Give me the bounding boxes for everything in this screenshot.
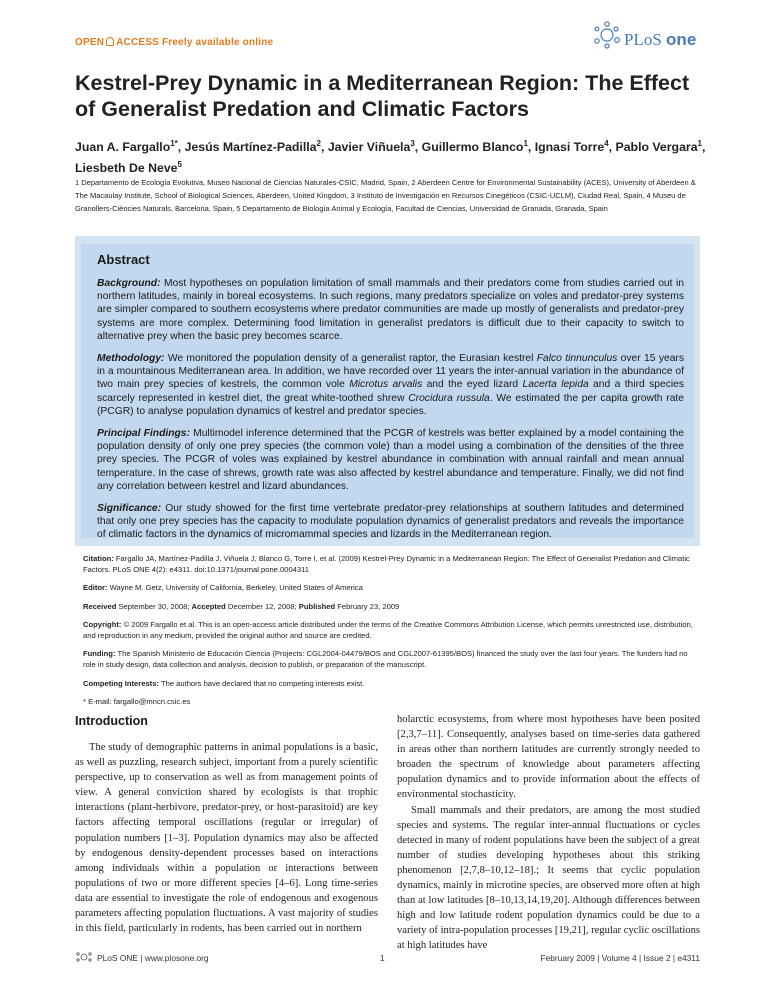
editor: Editor: Wayne M. Getz, University of California, Berkeley, United States of America (83, 583, 363, 593)
corresponding-email[interactable]: * E-mail: fargallo@mncn.csic.es (83, 696, 191, 706)
author: Pablo Vergara$^1$ (615, 139, 702, 155)
abstract-background: Background: Most hypotheses on population limitation of small mammals and their predators come from studies carried out in northern latitudes, mainly in boreal ecosystems. In such regions, many predators specialize on voles and predator-prey systems are simpler compared to southern ecosystems where predator communities are made up mostly of generalists and predator-prey systems are more complex. Determining food limitation in generalist predators is difficult due to their capacity to switch to alternative prey when the basic prey becomes scarce. (97, 278, 684, 342)
author: Guillermo Blanco$^1$ (421, 139, 528, 155)
footer-journal: PLoS ONE | www.plosone.org (75, 951, 209, 963)
copyright: Copyright: © 2009 Fargallo et al. This is an open-access article distributed under the terms of the Creative Commons Attribution License, which permits unrestricted use, distribution, and reproduction in any medium, provided the original author and source are credited. (83, 619, 693, 641)
abstract-significance: Significance: Our study showed for the first time vertebrate predator-prey relationships at southern latitudes and determined that only one prey species has the capacity to modulate population dynamics of generalist predators and reveals the importance of climatic factors in the dynamics of micromammal species and lizards in the Mediterranean region. (97, 503, 684, 541)
body-column-right (397, 712, 700, 954)
citation: Citation: Fargallo JA, Martínez-Padilla J, Viñuela J, Blanco G, Torre I, et al. (2009) Kestrel-Prey Dynamic in a Mediterranean Region: The Effect of Generalist Predation and Climatic Factors. PLoS ONE 4(2): e4311. doi:10.1371/journal.pone.0004311 (83, 554, 690, 575)
intro-paragraph: The study of demographic patterns in animal populations is a basic, as well as puzzling, research subject, important from a purely scientific perspective, up to conservation as well as from management points of view. A general conviction shared by ecologists is that trophic interactions (plant-herbivore, predator-prey, or host-parasitoid) are key factors affecting temporal oscillations (regular or irregular) of population numbers [1–3]. Population dynamics may also be affected by endogenous density-dependent processes based on interactions among individuals within a population or interactions between populations of two or more different species [4–6]. Long time-series data are essential to investigate the role of endogenous and exogenous parameters affecting population fluctuations. A vast majority of studies in this field, particularly in rodents, has been carried out in northern (75, 742, 378, 935)
freely-available-label: Freely available online (162, 37, 274, 48)
author: Liesbeth De Neve$^5$ (75, 160, 182, 176)
introduction-heading: Introduction (75, 714, 148, 728)
intro-paragraph: holarctic ecosystems, from where most hypotheses have been posited [2,3,7–11]. Consequently, analyses based on time-series data gathered in areas other than northern latitudes are currently strongly needed to broaden the spectrum of knowledge about parameters affecting population dynamics and to provide information about the effects of environmental stochasticity. (397, 714, 700, 801)
plos-mini-icon (75, 951, 93, 963)
author: Ignasi Torre$^4$ (534, 139, 609, 155)
access-label: ACCESS (116, 37, 160, 48)
paper-title: Kestrel-Prey Dynamic in a Mediterranean Region: The Effect of Generalist Predation and Climatic Factors (75, 71, 690, 121)
abstract-panel (81, 244, 694, 541)
journal-logo-text: PLoS one (624, 30, 697, 49)
open-access-banner (75, 37, 273, 48)
author: Jesús Martínez-Padilla$^2$ (184, 139, 321, 155)
author: Javier Viñuela$^3$ (327, 139, 415, 155)
abstract-heading: Abstract (97, 252, 150, 267)
author: Juan A. Fargallo$^{1*}$ (75, 139, 178, 155)
affiliations: 1 Departamento de Ecología Evolutiva, Museo Nacional de Ciencias Naturales-CSIC, Madrid, Spain, 2 Aberdeen Centre for Environmental Sustainability (ACES), University of Aberdeen & The Macaulay Institute, School of Biological Sciences, Aberdeen, United Kingdom, 3 Instituto de Investigación en Recursos Cinegéticos (CSIC-UCLM), Ciudad Real, Spain, 4 Museu de Granollers-Ciències Naturals, Barcelona, Spain, 5 Departamento de Biología Animal y Ecología, Facultad de Ciencias, Universidad de Granada, Granada, Spain (75, 178, 696, 213)
abstract-methodology: Methodology: We monitored the population density of a generalist raptor, the Eurasian kestrel Falco tinnunculus over 15 years in a mountainous Mediterranean area. In addition, we have recorded over 11 years the inter-annual variation in the abundance of two main prey species of kestrels, the common vole Microtus arvalis and the eyed lizard Lacerta lepida and a third species scarcely represented in kestrel diet, the great white-toothed shrew Crocidura russula. We estimated the per capita growth rate (PCGR) to analyse population dynamics of kestrel and predator species. (97, 353, 685, 417)
funding: Funding: The Spanish Ministerio de Educación Ciencia (Projects: CGL2004-04479/BOS and CGL2007-61395/BOS) financed the study over the last four years. The funders had no role in study design, data collection and analysis, decision to publish, or preparation of the manuscript. (83, 649, 688, 670)
dates: Received September 30, 2008; Accepted December 12, 2008; Published February 23, 2009 (83, 601, 400, 611)
article-metadata (83, 553, 695, 714)
intro-paragraph: Small mammals and their predators, are among the most studied species and systems. The regular inter-annual fluctuations or cycles detected in many of rodent populations have been the subject of a great number of studies developing hypotheses about this striking phenomenon [2,7,8–10,12–18].; It seems that cyclic population dynamics, mainly in microtine species, are observed more often at high than at low latitudes [8–10,13,14,19,20]. Although differences between high and low latitude rodent population dynamics could be due to a variety of intra-population processes [19,21], regular cyclic oscillations at high latitudes have (397, 804, 700, 952)
abstract-box (75, 236, 700, 546)
open-label: OPEN (75, 37, 105, 48)
abstract-findings: Principal Findings: Multimodel inference determined that the PCGR of kestrels was better explained by a model containing the population density of only one prey species (the common vole) than a model using a combination of the densities of the three prey species. The PCGR of voles was explained by kestrel abundance in combination with annual rainfall and mean annual temperature. In the case of shrews, growth rate was also affected by kestrel abundance and temperature. Finally, we did not find any correlation between kestrel and lizard abundances. (97, 428, 684, 492)
issue-info: February 2009 | Volume 4 | Issue 2 | e4311 (540, 953, 700, 963)
body-column-left (75, 740, 378, 936)
page-number: 1 (380, 953, 385, 963)
open-lock-icon (106, 37, 114, 46)
page-footer (75, 951, 700, 969)
competing-interests: Competing Interests: The authors have declared that no competing interests exist. (83, 678, 365, 688)
journal-logo (592, 20, 702, 54)
plos-dots-icon (592, 20, 622, 50)
author-list: Juan A. Fargallo$^{1*}$, Jesús Martínez-Padilla$^2$, Javier Viñuela$^3$, Guillermo Blanco$^1$, Ignasi Torre$^4$, Pablo Vergara$^1$, Liesbeth De Neve$^5$ (75, 139, 706, 176)
